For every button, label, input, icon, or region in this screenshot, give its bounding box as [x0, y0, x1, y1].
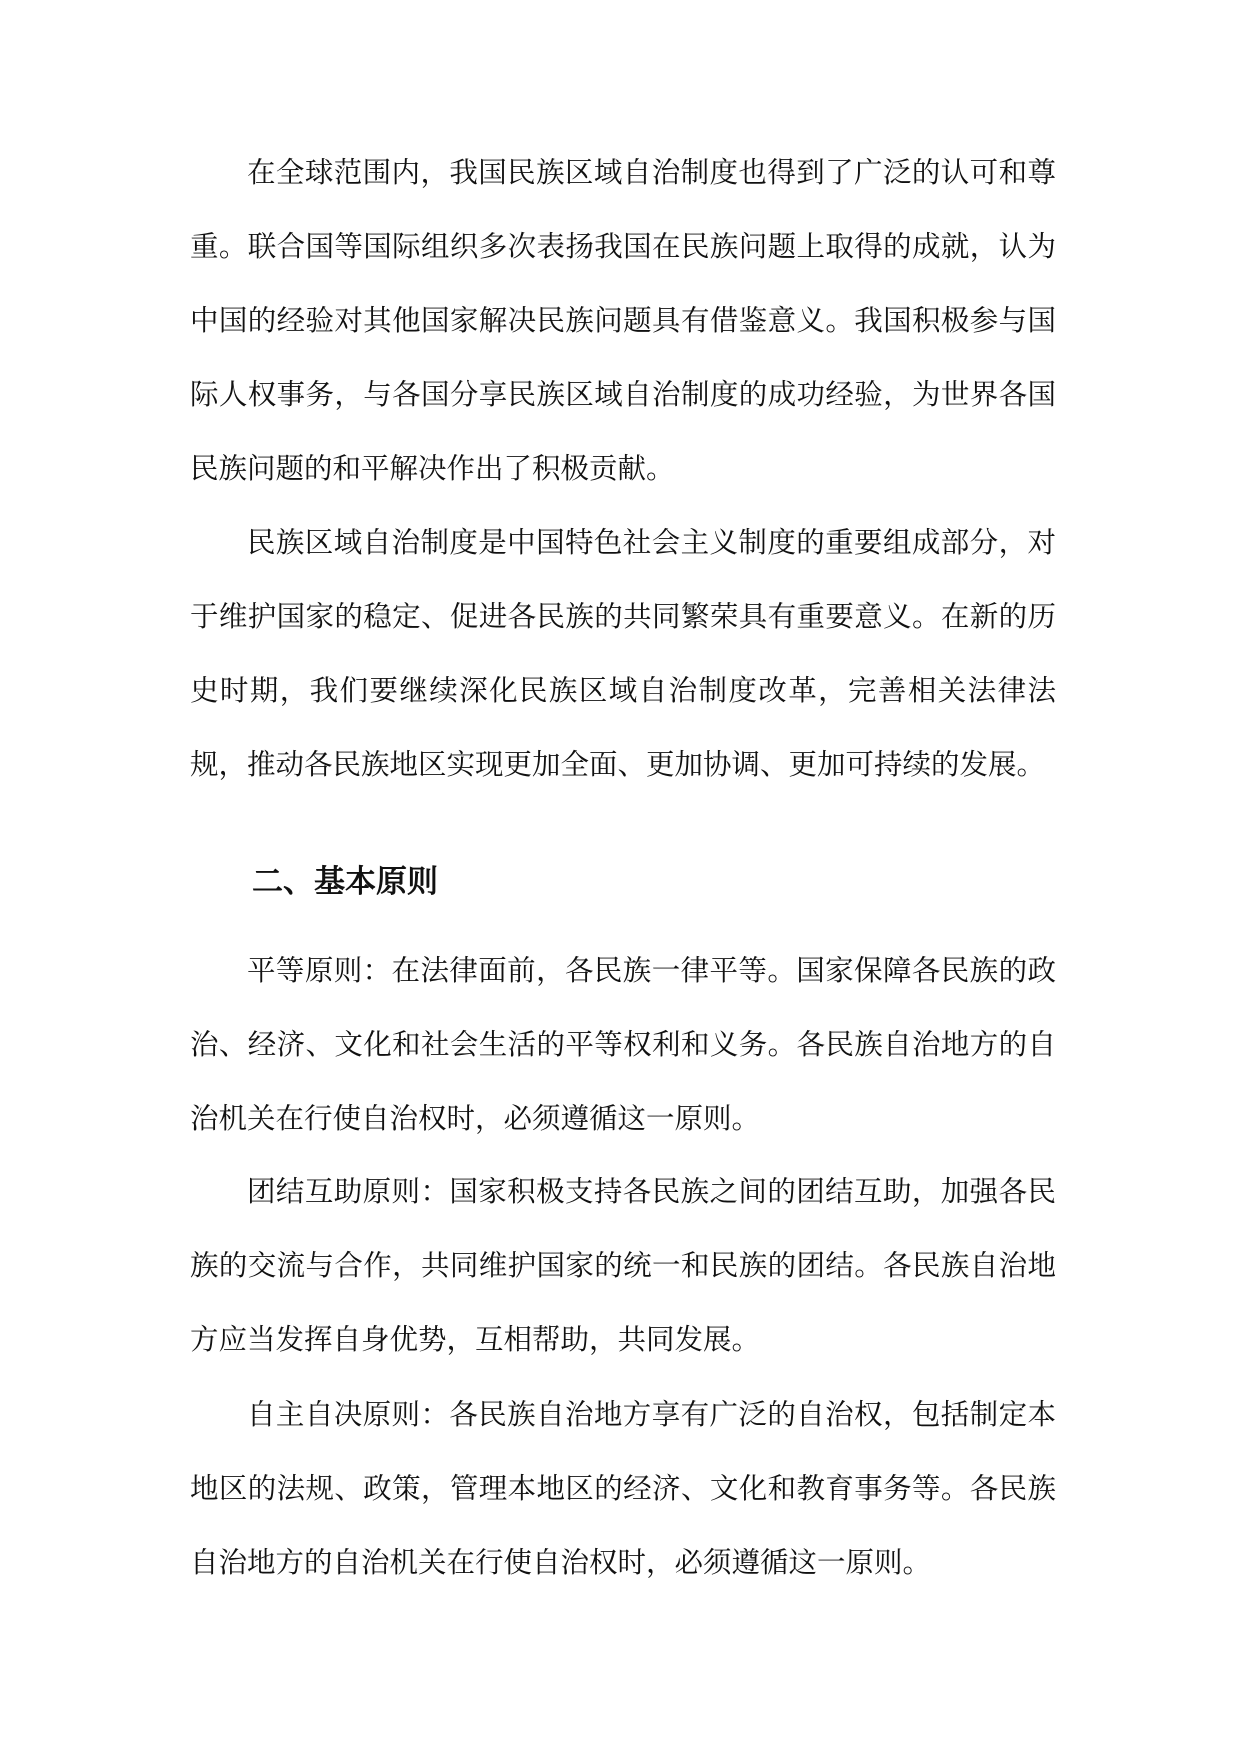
- section-heading: 二、基本原则: [252, 864, 438, 900]
- body-paragraph: 民族区域自治制度是中国特色社会主义制度的重要组成部分，对于维护国家的稳定、促进各民族的共同繁荣具有重要意义。在新的历史时期，我们要继续深化民族区域自治制度改革，完善相关法律法规，推动各民族地区实现更加全面、更加协调、更加可持续的发展。: [190, 526, 1056, 781]
- body-paragraph: 在全球范围内，我国民族区域自治制度也得到了广泛的认可和尊重。联合国等国际组织多次表扬我国在民族问题上取得的成就，认为中国的经验对其他国家解决民族问题具有借鉴意义。我国积极参与国际人权事务，与各国分享民族区域自治制度的成功经验，为世界各国民族问题的和平解决作出了积极贡献。: [190, 156, 1056, 485]
- body-paragraph: 平等原则：在法律面前，各民族一律平等。国家保障各民族的政治、经济、文化和社会生活的平等权利和义务。各民族自治地方的自治机关在行使自治权时，必须遵循这一原则。: [190, 954, 1056, 1135]
- body-paragraph: 自主自决原则：各民族自治地方享有广泛的自治权，包括制定本地区的法规、政策，管理本地区的经济、文化和教育事务等。各民族自治地方的自治机关在行使自治权时，必须遵循这一原则。: [190, 1398, 1056, 1579]
- body-paragraph: 团结互助原则：国家积极支持各民族之间的团结互助，加强各民族的交流与合作，共同维护国家的统一和民族的团结。各民族自治地方应当发挥自身优势，互相帮助，共同发展。: [190, 1175, 1056, 1356]
